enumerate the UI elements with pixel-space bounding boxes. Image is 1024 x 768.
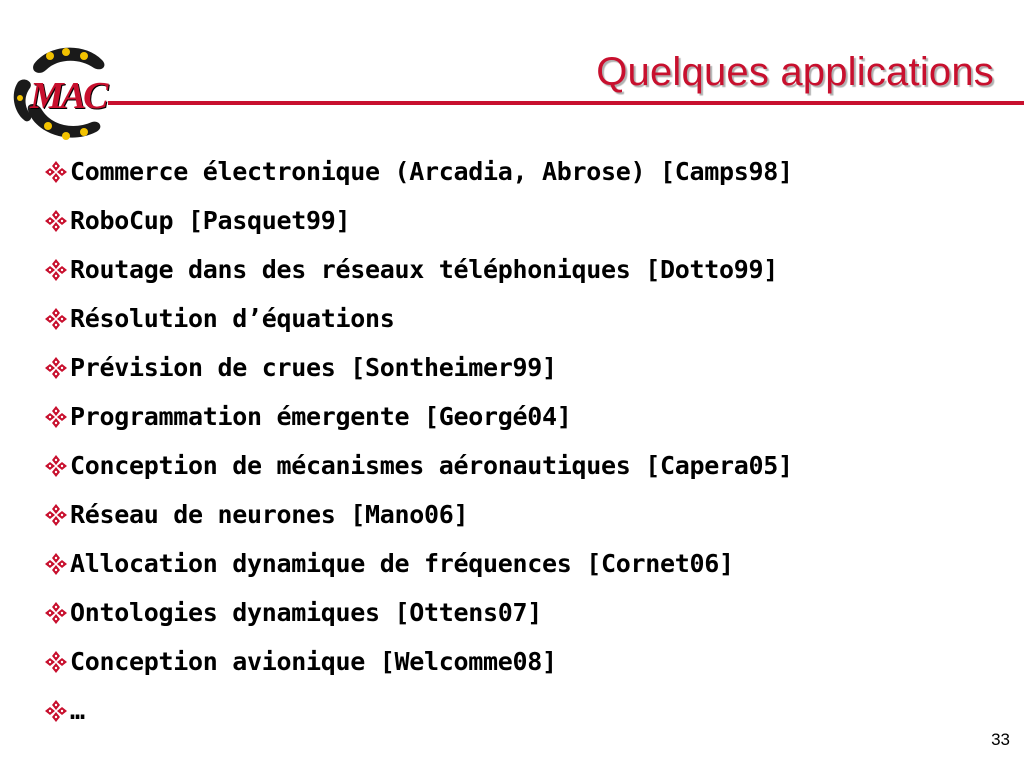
list-item <box>44 441 793 490</box>
list-item <box>44 686 793 735</box>
four-diamond-icon <box>44 356 68 380</box>
list-item <box>44 294 793 343</box>
page-number: 33 <box>991 730 1010 749</box>
bullet-text: Prévision de crues [Sontheimer99] <box>70 353 557 382</box>
bullet-text: Routage dans des réseaux téléphoniques [Dotto99] <box>70 255 779 284</box>
four-diamond-icon <box>44 258 68 282</box>
list-item <box>44 147 793 196</box>
list-item <box>44 245 793 294</box>
bullet-text: Réseau de neurones [Mano06] <box>70 500 469 529</box>
list-item <box>44 490 793 539</box>
bullet-text: RoboCup [Pasquet99] <box>70 206 351 235</box>
bullet-text: Résolution d’équations <box>70 304 395 333</box>
bullet-list <box>44 147 793 735</box>
list-item <box>44 637 793 686</box>
four-diamond-icon <box>44 307 68 331</box>
list-item <box>44 588 793 637</box>
bullet-text: Conception avionique [Welcomme08] <box>70 647 557 676</box>
four-diamond-icon <box>44 552 68 576</box>
mac-logo <box>4 36 124 152</box>
four-diamond-icon <box>44 160 68 184</box>
bullet-text: Conception de mécanismes aéronautiques [Capera05] <box>70 451 793 480</box>
logo-text: MAC <box>30 75 106 117</box>
list-item <box>44 539 793 588</box>
title-underline <box>108 101 1024 105</box>
bullet-text: … <box>70 696 85 725</box>
list-item <box>44 343 793 392</box>
bullet-text: Ontologies dynamiques [Ottens07] <box>70 598 543 627</box>
four-diamond-icon <box>44 405 68 429</box>
four-diamond-icon <box>44 650 68 674</box>
four-diamond-icon <box>44 503 68 527</box>
bullet-text: Programmation émergente [Georgé04] <box>70 402 572 431</box>
bullet-text: Allocation dynamique de fréquences [Cornet06] <box>70 549 734 578</box>
slide-title: Quelques applications <box>596 50 994 94</box>
list-item <box>44 392 793 441</box>
four-diamond-icon <box>44 699 68 723</box>
bullet-text: Commerce électronique (Arcadia, Abrose) [Camps98] <box>70 157 793 186</box>
four-diamond-icon <box>44 209 68 233</box>
four-diamond-icon <box>44 454 68 478</box>
list-item <box>44 196 793 245</box>
four-diamond-icon <box>44 601 68 625</box>
